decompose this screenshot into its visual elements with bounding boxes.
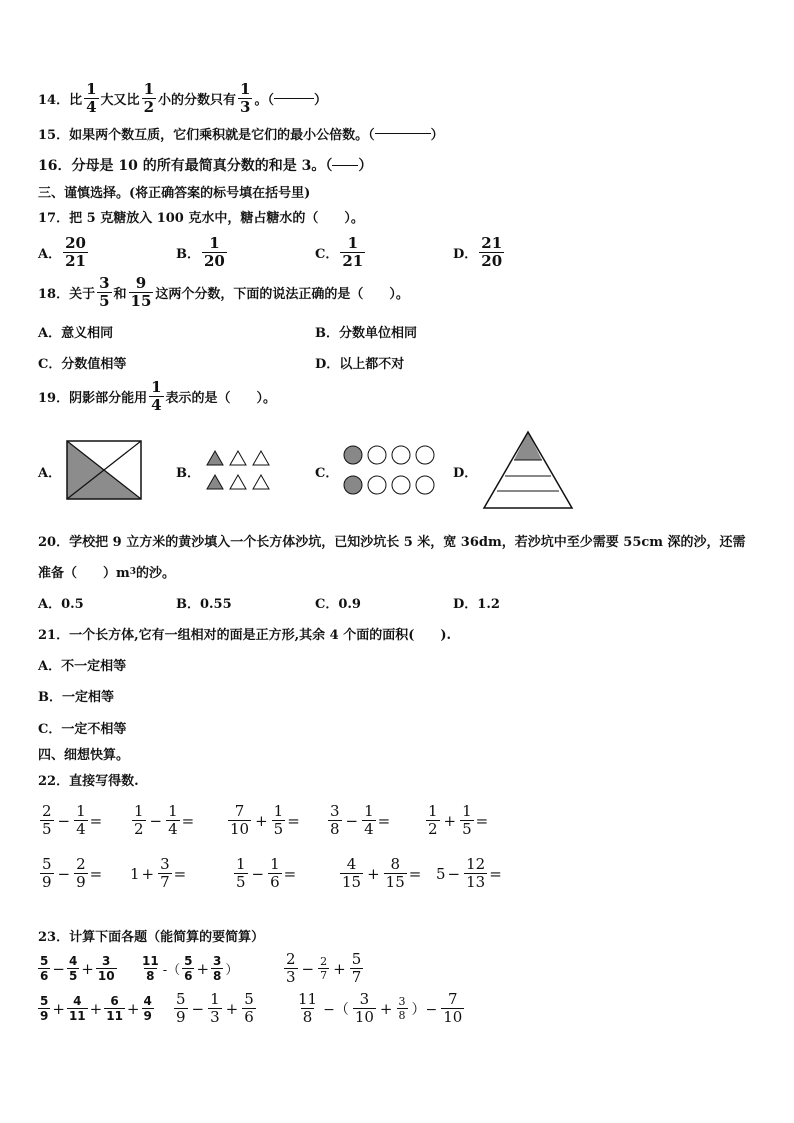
expression-item: 5 − $\frac{12}{13}$ = (436, 855, 502, 891)
expression-item: 3 8 − $\frac{1}{4}$ = (330, 802, 391, 838)
expression-item: 1 2 + $\frac{1}{5}$ = (428, 802, 489, 838)
option-b[interactable]: B． 1 20 (176, 234, 225, 270)
question-17: 17．把 5 克糖放入 100 克水中，糖占糖水的（ ）。 (38, 211, 364, 226)
option-c[interactable]: C．一定不相等 (38, 722, 127, 737)
option-b[interactable]: B．0.55 (176, 597, 232, 612)
expression-item: 5 9 − $\frac{1}{3}$ + $\frac{5}{6}$ (176, 990, 254, 1026)
expression-item: 5 9 + $\frac{4}{11}$ + $\frac{6}{11}$ + $\frac{4}{9}$ (40, 994, 152, 1023)
layered-triangle-figure (482, 430, 574, 510)
expression-item: 4 15 + $\frac{8}{15}$ = (342, 855, 422, 891)
option-d[interactable]: D． (453, 466, 478, 481)
option-c[interactable]: C． 1 21 (315, 234, 364, 270)
section-3-heading: 三、谨慎选择。(将正确答案的标号填在括号里) (38, 186, 311, 201)
expression-item: 2 5 − $\frac{1}{4}$ = (42, 802, 103, 838)
option-a[interactable]: A．意义相同 (38, 326, 114, 341)
question-15: 15．如果两个数互质，它们乘积就是它们的最小公倍数。（ ） (38, 128, 444, 143)
expression-item: 7 10 + $\frac{1}{5}$ = (230, 802, 300, 838)
option-a[interactable]: A． 20 21 (38, 234, 86, 270)
option-a[interactable]: A．0.5 (38, 597, 84, 612)
option-d[interactable]: D．以上都不对 (315, 357, 405, 372)
answer-blank[interactable] (274, 98, 314, 99)
answer-blank[interactable] (332, 165, 358, 166)
option-d[interactable]: D．1.2 (453, 597, 500, 612)
expression-item: 2 3 − $\frac{2}{7}$ + $\frac{5}{7}$ (286, 950, 362, 986)
question-20-line-2: 准备（ ）m 3 的沙。 (38, 566, 176, 581)
expression-item: 5 9 − $\frac{2}{9}$ = (42, 855, 103, 891)
fraction: 1 4 (86, 80, 97, 116)
option-b[interactable]: B．一定相等 (38, 690, 114, 705)
option-a[interactable]: A． (38, 466, 62, 481)
option-d[interactable]: D． 21 20 (453, 234, 503, 270)
expression-item: 5 6 − $\frac{4}{5}$ + $\frac{3}{10}$ (40, 954, 115, 983)
triangles-figure (205, 449, 271, 493)
option-c[interactable]: C．分数值相等 (38, 357, 127, 372)
expression-item: 11 8 -（ 5 6 + $\frac{3}{8}$ ） (142, 954, 239, 983)
question-19: 19．阴影部分能用 1 4 表示的是（ ）。 (38, 378, 277, 414)
fraction: 1 2 (143, 80, 154, 116)
question-21: 21．一个长方体,它有一组相对的面是正方形,其余 4 个面的面积( ). (38, 628, 452, 643)
circles-figure (341, 444, 439, 498)
fraction: 1 3 (240, 80, 251, 116)
expression-item: 11 8 −（ 3 10 + $\frac{3}{8}$ ）− $\frac{7}{10}$ (298, 990, 463, 1026)
answer-blank[interactable] (375, 133, 431, 134)
question-16: 16．分母是 10 的所有最简真分数的和是 3。（ ） (38, 158, 373, 174)
question-20-line-1: 20．学校把 9 立方米的黄沙填入一个长方体沙坑，已知沙坑长 5 米，宽 36dm，若沙坑中至少需要 55cm 深的沙，还需 (38, 535, 746, 550)
question-14: 14． 比 1 4 大又比 1 2 小的分数只有 1 3 。（ ） (38, 80, 327, 116)
question-23-title: 23．计算下面各题（能简算的要简算） (38, 930, 265, 945)
question-18: 18．关于 3 5 和 9 15 这两个分数，下面的说法正确的是（ ）。 (38, 274, 409, 310)
option-b[interactable]: B．分数单位相同 (315, 326, 417, 341)
expression-item: 1 2 − $\frac{1}{4}$ = (134, 802, 195, 838)
question-22-title: 22．直接写得数. (38, 774, 139, 789)
expression-item: 1 + $\frac{3}{7}$ = (130, 855, 187, 891)
option-c[interactable]: C． (315, 466, 339, 481)
expression-item: 1 5 − $\frac{1}{6}$ = (236, 855, 297, 891)
option-c[interactable]: C．0.9 (315, 597, 361, 612)
section-4-heading: 四、细想快算。 (38, 748, 130, 763)
shaded-rectangle-figure (66, 440, 142, 500)
option-a[interactable]: A．不一定相等 (38, 659, 127, 674)
option-b[interactable]: B． (176, 466, 200, 481)
